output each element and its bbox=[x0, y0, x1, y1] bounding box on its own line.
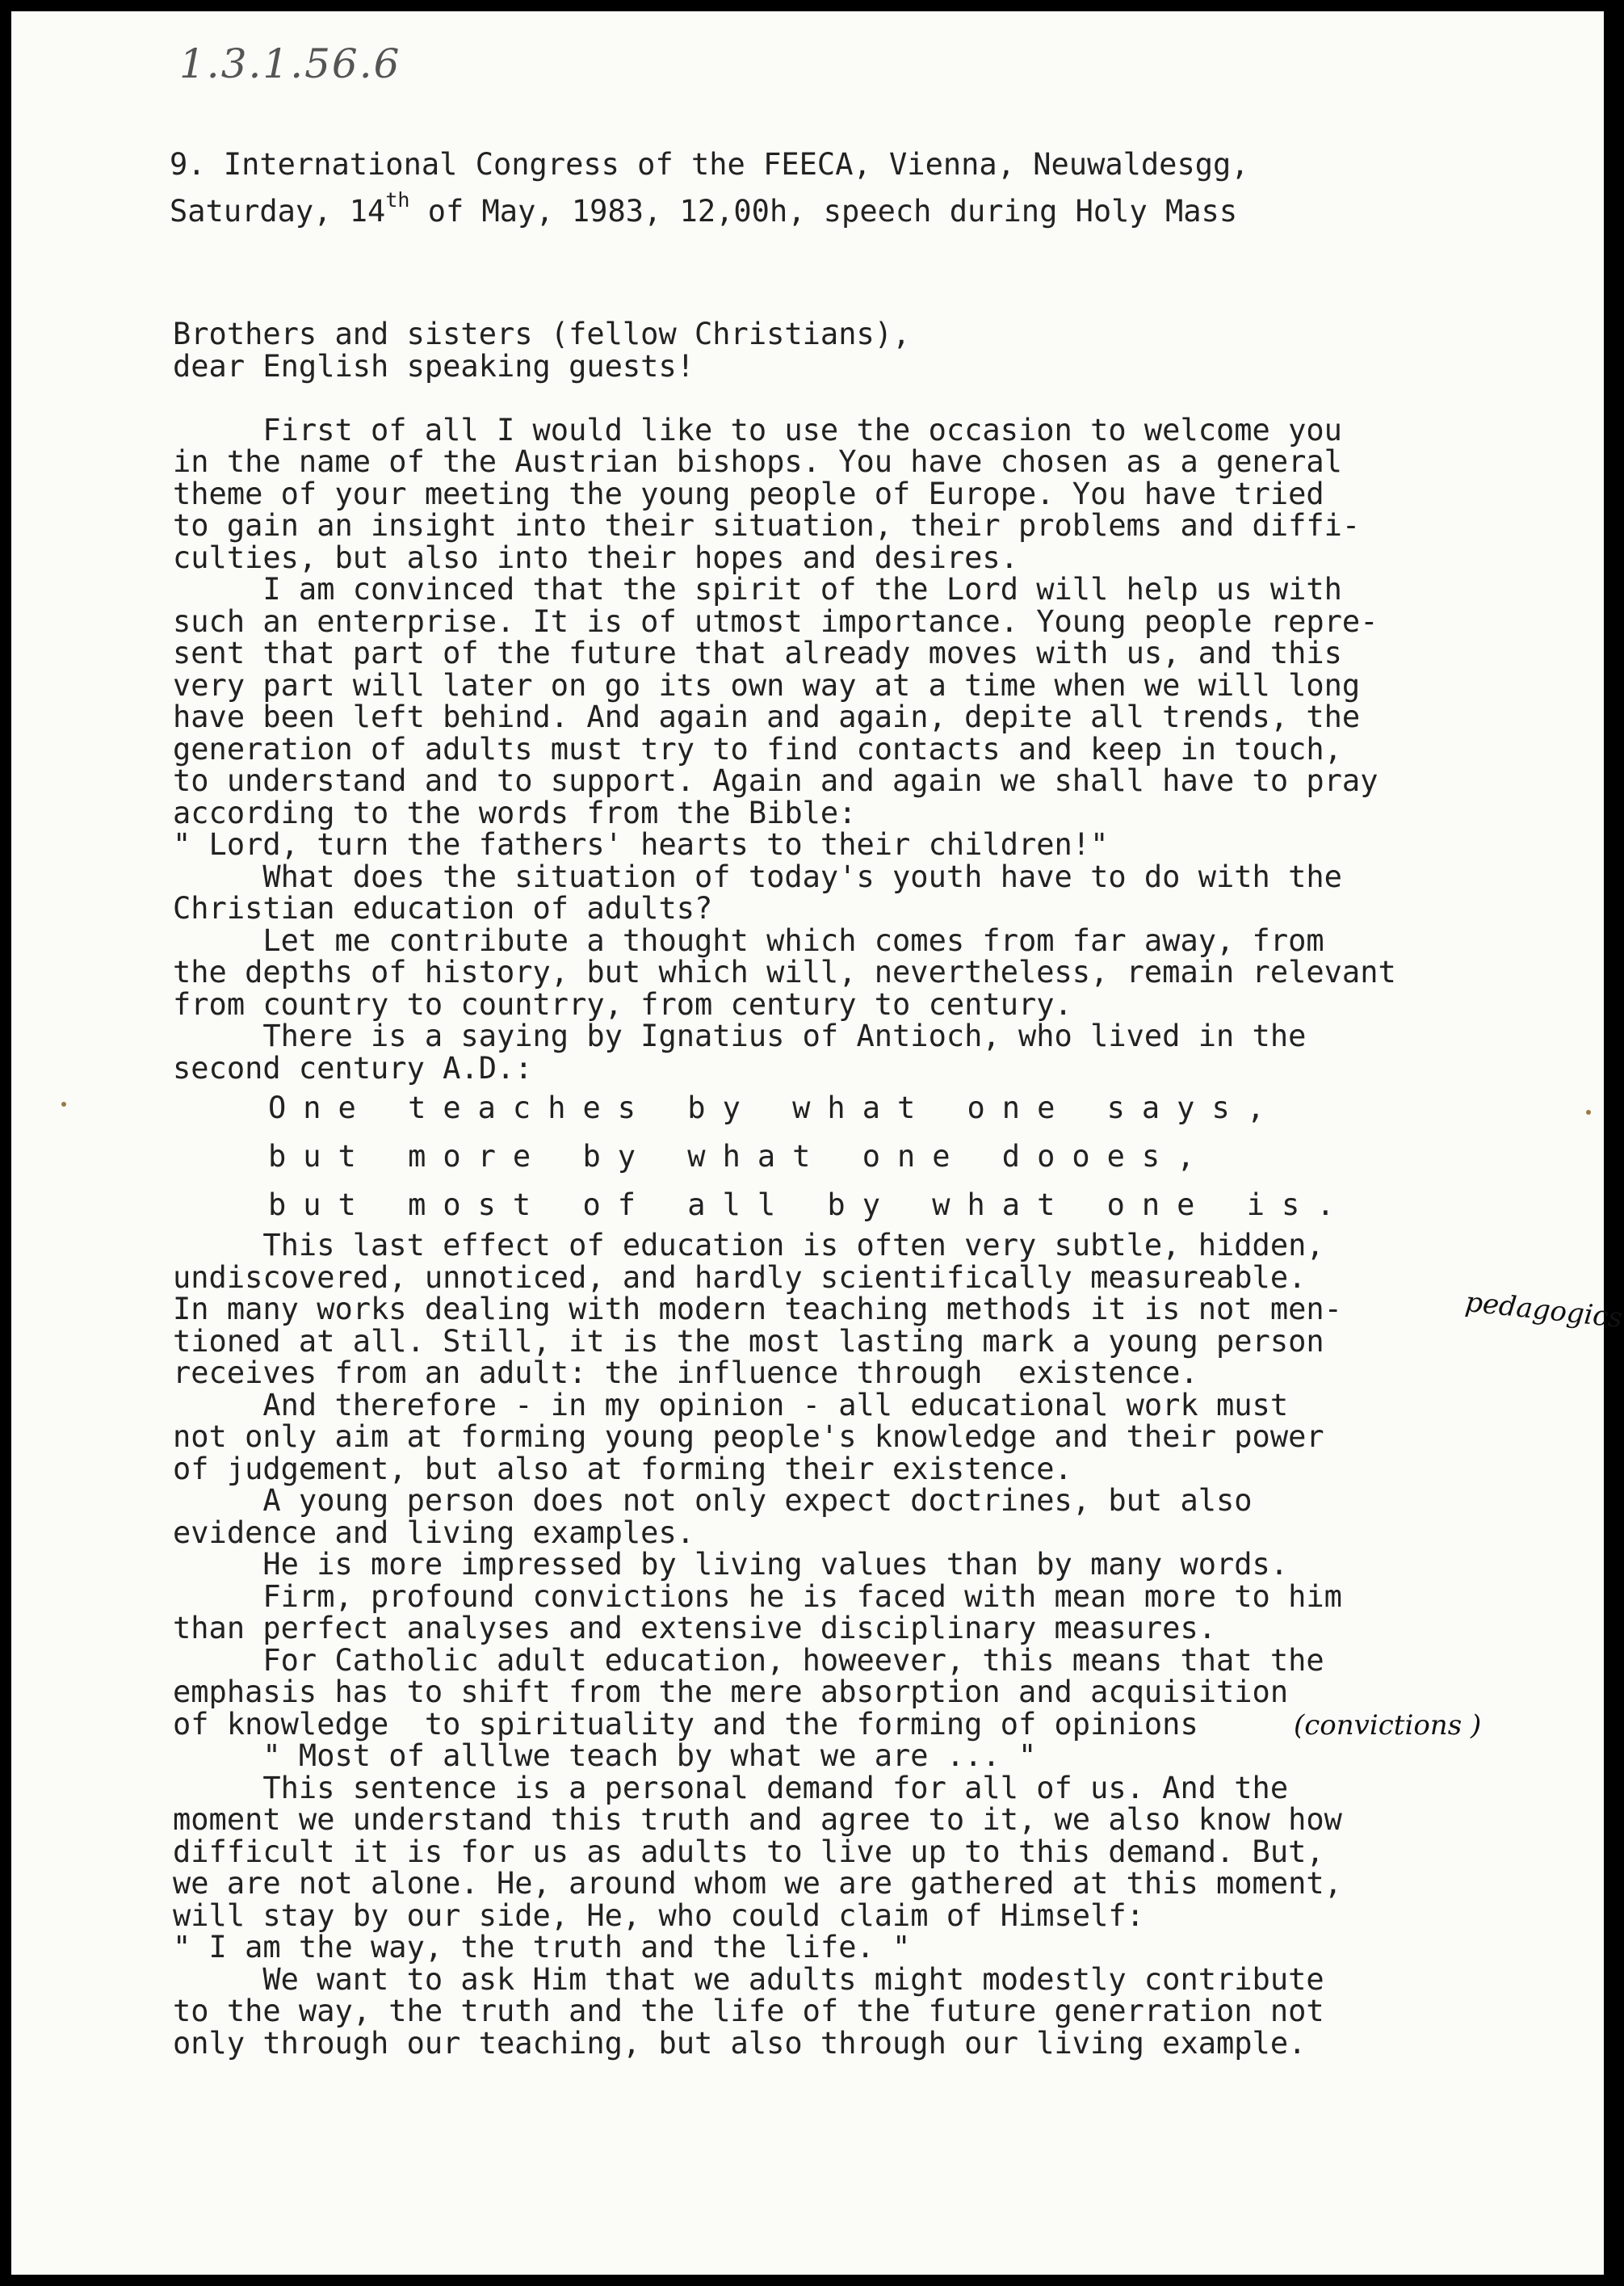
body-line: And therefore - in my opinion - all educational work must bbox=[173, 1387, 1289, 1422]
header-line-2 bbox=[170, 188, 1238, 229]
salutation-line: dear English speaking guests! bbox=[173, 348, 695, 384]
body-line: receives from an adult: the influence through existence. bbox=[173, 1355, 1198, 1390]
body-line: Firm, profound convictions he is faced with mean more to him bbox=[173, 1578, 1342, 1614]
body-paragraphs-continued bbox=[173, 1229, 1396, 2059]
paper-spot bbox=[61, 1102, 66, 1107]
letter-body bbox=[173, 318, 1396, 2059]
body-paragraphs bbox=[173, 414, 1396, 1085]
handwritten-convictions-note: (convictions ) bbox=[1294, 1709, 1482, 1742]
quote-line: but most of all by what one is. bbox=[268, 1187, 1352, 1222]
body-line: not only aim at forming young people's knowledge and their power bbox=[173, 1419, 1324, 1454]
body-line: than perfect analyses and extensive disciplinary measures. bbox=[173, 1611, 1217, 1645]
body-line: What does the situation of today's youth have to do with the bbox=[173, 859, 1342, 894]
body-line: tioned at all. Still, it is the most lasting mark a young person bbox=[173, 1323, 1324, 1359]
body-line: First of all I would like to use the occasion to welcome you bbox=[173, 412, 1342, 448]
body-line: have been left behind. And again and again, depite all trends, the bbox=[173, 700, 1361, 734]
body-line: undiscovered, unnoticed, and hardly scientifically measureable. bbox=[173, 1259, 1307, 1295]
body-line: we are not alone. He, around whom we are gathered at this moment, bbox=[173, 1866, 1342, 1901]
body-line: of judgement, but also at forming their existence. bbox=[173, 1451, 1072, 1486]
document-page bbox=[11, 11, 1624, 2275]
body-line: the depths of history, but which will, nevertheless, remain relevant bbox=[173, 955, 1396, 990]
body-line: " Most of alllwe teach by what we are ... " bbox=[173, 1738, 1037, 1773]
paper-spot bbox=[1586, 1110, 1591, 1115]
body-line: in the name of the Austrian bishops. You have chosen as a general bbox=[173, 444, 1342, 479]
body-line: to understand and to support. Again and again we shall have to pray bbox=[173, 763, 1379, 798]
body-line: very part will later on go its own way at a time when we will long bbox=[173, 667, 1361, 703]
body-line: difficult it is for us as adults to live up to this demand. But, bbox=[173, 1834, 1324, 1869]
salutation-line: Brothers and sisters (fellow Christians), bbox=[173, 317, 911, 351]
handwritten-margin-note: pedagogics bbox=[1463, 1285, 1624, 1335]
header-ordinal-suffix: th bbox=[385, 188, 410, 212]
body-line: Let me contribute a thought which comes from far away, from bbox=[173, 922, 1324, 958]
body-line: culties, but also into their hopes and desires. bbox=[173, 540, 1018, 575]
quote-line: but more by what one dooes, bbox=[268, 1139, 1212, 1174]
ignatius-quote bbox=[173, 1084, 1396, 1229]
body-line: This sentence is a personal demand for all of us. And the bbox=[173, 1770, 1289, 1805]
body-line: will stay by our side, He, who could claim of Himself: bbox=[173, 1897, 1144, 1933]
body-line: Christian education of adults? bbox=[173, 891, 713, 926]
body-line: moment we understand this truth and agree to it, we also know how bbox=[173, 1802, 1342, 1837]
body-line: generation of adults must try to find contacts and keep in touch, bbox=[173, 731, 1342, 767]
body-line: sent that part of the future that already moves with us, and this bbox=[173, 636, 1342, 670]
header-date-prefix: Saturday, 14 bbox=[170, 194, 386, 229]
body-line: according to the words from the Bible: bbox=[173, 795, 857, 830]
body-line: I am convinced that the spirit of the Lord will help us with bbox=[173, 572, 1342, 607]
archive-reference: 1.3.1.56.6 bbox=[179, 40, 401, 87]
body-line: " Lord, turn the fathers' hearts to their children!" bbox=[173, 827, 1109, 862]
body-line: He is more impressed by living values than by many words. bbox=[173, 1547, 1289, 1582]
body-line: such an enterprise. It is of utmost importance. Young people repre- bbox=[173, 603, 1379, 639]
body-line: to gain an insight into their situation, their problems and diffi- bbox=[173, 508, 1361, 543]
body-line: A young person does not only expect doctrines, but also bbox=[173, 1483, 1253, 1518]
body-line: In many works dealing with modern teaching methods it is not men- bbox=[173, 1292, 1342, 1326]
body-line: This last effect of education is often very subtle, hidden, bbox=[173, 1228, 1324, 1263]
body-line: We want to ask Him that we adults might modestly contribute bbox=[173, 1961, 1324, 1997]
body-line: only through our teaching, but also through our living example. bbox=[173, 2025, 1307, 2061]
quote-line: One teaches by what one says, bbox=[268, 1090, 1282, 1125]
body-line: evidence and living examples. bbox=[173, 1515, 695, 1550]
body-line: to the way, the truth and the life of the future generration not bbox=[173, 1994, 1324, 2028]
body-line: " I am the way, the truth and the life. " bbox=[173, 1930, 911, 1965]
body-line: For Catholic adult education, howeever, this means that the bbox=[173, 1642, 1324, 1678]
body-line: of knowledge to spirituality and the forming of opinions bbox=[173, 1706, 1198, 1742]
header-date-rest: of May, 1983, 12,00h, speech during Holy Mass bbox=[409, 194, 1238, 229]
body-line: second century A.D.: bbox=[173, 1050, 533, 1086]
body-line: emphasis has to shift from the mere absorption and acquisition bbox=[173, 1675, 1289, 1709]
header-line-1: 9. International Congress of the FEECA, Vienna, Neuwaldesgg, bbox=[170, 147, 1249, 182]
body-line: There is a saying by Ignatius of Antioch, who lived in the bbox=[173, 1019, 1307, 1053]
body-line: from country to countrry, from century to century. bbox=[173, 986, 1072, 1022]
body-line: theme of your meeting the young people of Europe. You have tried bbox=[173, 476, 1324, 511]
